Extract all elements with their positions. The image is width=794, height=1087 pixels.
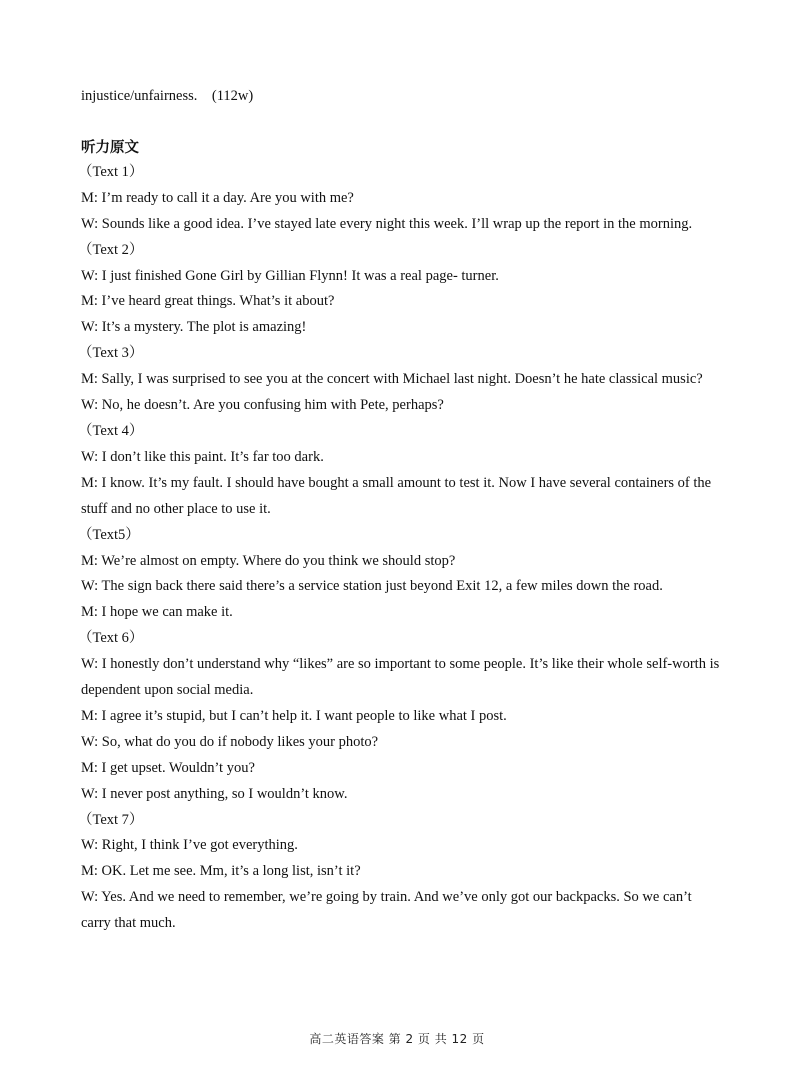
dialogue-line: W: I never post anything, so I wouldn’t know. — [81, 785, 348, 802]
dialogue-line: W: It’s a mystery. The plot is amazing! — [81, 319, 307, 336]
text-section-label: （Text 4） — [78, 422, 144, 439]
dialogue-line: W: I just finished Gone Girl by Gillian Flynn! It was a real page- turner. — [81, 267, 499, 284]
dialogue-line: M: OK. Let me see. Mm, it’s a long list, isn’t it? — [81, 863, 361, 880]
text-section-label: （Text5） — [78, 526, 140, 543]
section-title: 听力原文 — [81, 139, 139, 156]
dialogue-line: M: We’re almost on empty. Where do you think we should stop? — [81, 552, 456, 569]
dialogue-line: W: Right, I think I’ve got everything. — [81, 837, 298, 854]
text-section-label: （Text 2） — [78, 241, 144, 258]
page-footer: 高二英语答案 第 2 页 共 12 页 — [309, 1032, 485, 1046]
dialogue-line: M: I’ve heard great things. What’s it about? — [81, 293, 335, 310]
dialogue-line: M: I hope we can make it. — [81, 604, 233, 621]
listening-transcript — [78, 160, 723, 937]
dialogue-line: W: I honestly don’t understand why “likes” are so important to some people. It’s like their whole self-worth is dependent upon social media. — [81, 656, 723, 699]
dialogue-line: W: Sounds like a good idea. I’ve stayed late every night this week. I’ll wrap up the report in the morning. — [81, 215, 693, 232]
text-section-label: （Text 1） — [78, 163, 144, 180]
text-section-label: （Text 7） — [78, 811, 144, 828]
dialogue-line: M: I get upset. Wouldn’t you? — [81, 759, 255, 776]
dialogue-line: M: I’m ready to call it a day. Are you with me? — [81, 189, 354, 206]
dialogue-line: W: So, what do you do if nobody likes your photo? — [81, 733, 379, 750]
page-content — [78, 84, 723, 937]
text-section-label: （Text 6） — [78, 630, 144, 647]
dialogue-line: W: No, he doesn’t. Are you confusing him with Pete, perhaps? — [81, 397, 444, 414]
dialogue-line: W: The sign back there said there’s a service station just beyond Exit 12, a few miles down the road. — [81, 578, 663, 595]
dialogue-line: M: I agree it’s stupid, but I can’t help it. I want people to like what I post. — [81, 707, 507, 724]
previous-answer-ending: injustice/unfairness. (112w) — [81, 88, 254, 104]
dialogue-line: W: Yes. And we need to remember, we’re going by train. And we’ve only got our backpacks. So we can’t carry that much. — [81, 889, 696, 932]
text-section-label: （Text 3） — [78, 345, 144, 362]
dialogue-line: M: Sally, I was surprised to see you at the concert with Michael last night. Doesn’t he hate classical music? — [81, 371, 703, 388]
dialogue-line: M: I know. It’s my fault. I should have bought a small amount to test it. Now I have several containers of the stuff and no other place to use it. — [81, 474, 715, 517]
dialogue-line: W: I don’t like this paint. It’s far too dark. — [81, 448, 324, 465]
